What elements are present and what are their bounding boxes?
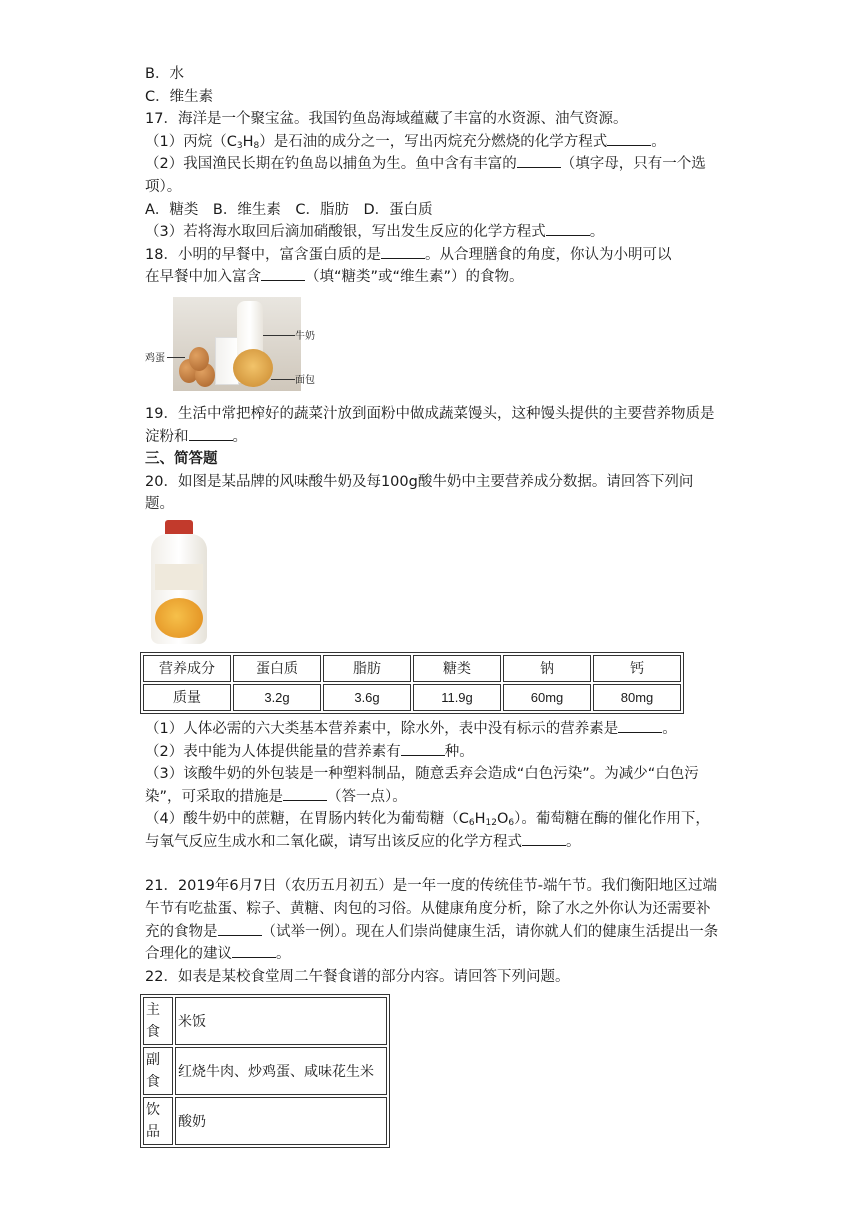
table-cell: 钠 [503,655,591,682]
q21-text: 21．2019年6月7日（农历五月初五）是一年一度的传统佳节-端午节。我们衡阳地区过端午节有吃盐蛋、粽子、黄糖、肉包的习俗。从健康角度分析，除了水之外你认为还需要补充的食物是 （试举一例）。现在人们崇尚健康生活，请你就人们的健康生活提出一条合理化的建议 。 [145,878,719,963]
q20-part4: （4）酸牛奶中的蔗糖，在胃肠内转化为葡萄糖$(C_6H_{12}O_6)$。葡萄糖在酶的催化作用下，与氧气反应生成水和二氧化碳，请写出该反应的化学方程式 。 [145,811,710,850]
table-cell: 脂肪 [323,655,411,682]
q17-part3: （3）若将海水取回后滴加硝酸银，写出发生反应的化学方程式 。 [145,221,720,244]
q17-options: A．糖类 B．维生素 C．脂肪 D．蛋白质 [145,201,433,218]
q17-part2: （2）我国渔民长期在钓鱼岛以捕鱼为生。鱼中含有丰富的 （填字母，只有一个选项）。 [145,153,720,198]
answer-blank[interactable] [546,221,590,236]
answer-blank[interactable] [401,741,445,756]
bread-label: 面包 [295,374,315,386]
document-page [145,63,720,1148]
table-cell: 蛋白质 [233,655,321,682]
q20-part3: （3）该酸牛奶的外包装是一种塑料制品，随意丢弃会造成“白色污染”。为减少“白色污染”，可采取的措施是 （答一点）。 [145,766,699,805]
table-cell: 3.6g [323,684,411,711]
menu-dishes: 红烧牛肉、炒鸡蛋、咸味花生米 [175,1047,387,1095]
answer-blank[interactable] [189,426,233,441]
q17-part1: （1）丙烷$(C_3H_8)$是石油的成分之一，写出丙烷充分燃烧的化学方程式 。 [145,131,720,154]
q20-part2: （2）表中能为人体提供能量的营养素有 种。 [145,741,720,764]
breakfast-image [145,297,325,393]
q18-line2: 在早餐中加入富含 （填“糖类”或“维生素”）的食物。 [145,266,720,289]
q17-stem: 17．海洋是一个聚宝盆。我国钓鱼岛海域蕴藏了丰富的水资源、油气资源。 [145,111,628,128]
table-row [143,997,387,1045]
table-row [143,1047,387,1095]
table-cell: 60mg [503,684,591,711]
table-cell: 11.9g [413,684,501,711]
answer-blank[interactable] [381,244,425,259]
q20-stem: 20．如图是某品牌的风味酸牛奶及每100g酸牛奶中主要营养成分数据。请回答下列问题。 [145,473,694,513]
table-row [143,684,681,711]
q16-option-c: C．维生素 [145,88,214,105]
yogurt-image [145,520,215,648]
q22-stem: 22．如表是某校食堂周二午餐食谱的部分内容。请回答下列问题。 [145,968,570,985]
answer-blank[interactable] [218,921,262,936]
q18-line1: 18．小明的早餐中，富含蛋白质的是 。从合理膳食的角度，你认为小明可以 [145,244,720,267]
table-cell: 糖类 [413,655,501,682]
answer-blank[interactable] [522,831,566,846]
menu-category: 主食 [143,997,173,1045]
milk-label: 牛奶 [295,330,315,342]
q19-text: 19．生活中常把榨好的蔬菜汁放到面粉中做成蔬菜馒头，这种馒头提供的主要营养物质是淀粉和 。 [145,405,715,445]
nutrition-table [140,652,684,714]
menu-table [140,994,390,1148]
menu-category: 副食 [143,1047,173,1095]
q20-part1: （1）人体必需的六大类基本营养素中，除水外，表中没有标示的营养素是 。 [145,718,720,741]
menu-dishes: 酸奶 [175,1097,387,1145]
menu-dishes: 米饭 [175,997,387,1045]
table-cell: 钙 [593,655,681,682]
answer-blank[interactable] [607,131,651,146]
table-row [143,1097,387,1145]
table-cell: 80mg [593,684,681,711]
menu-category: 饮品 [143,1097,173,1145]
answer-blank[interactable] [517,153,561,168]
table-cell: 营养成分 [143,655,231,682]
table-cell: 3.2g [233,684,321,711]
table-cell: 质量 [143,684,231,711]
answer-blank[interactable] [261,266,305,281]
answer-blank[interactable] [283,786,327,801]
q16-option-b: B．水 [145,66,184,82]
table-row [143,655,681,682]
answer-blank[interactable] [232,943,276,958]
answer-blank[interactable] [618,718,662,733]
section-title: 三、简答题 [145,451,218,468]
egg-label: 鸡蛋 [145,352,165,364]
